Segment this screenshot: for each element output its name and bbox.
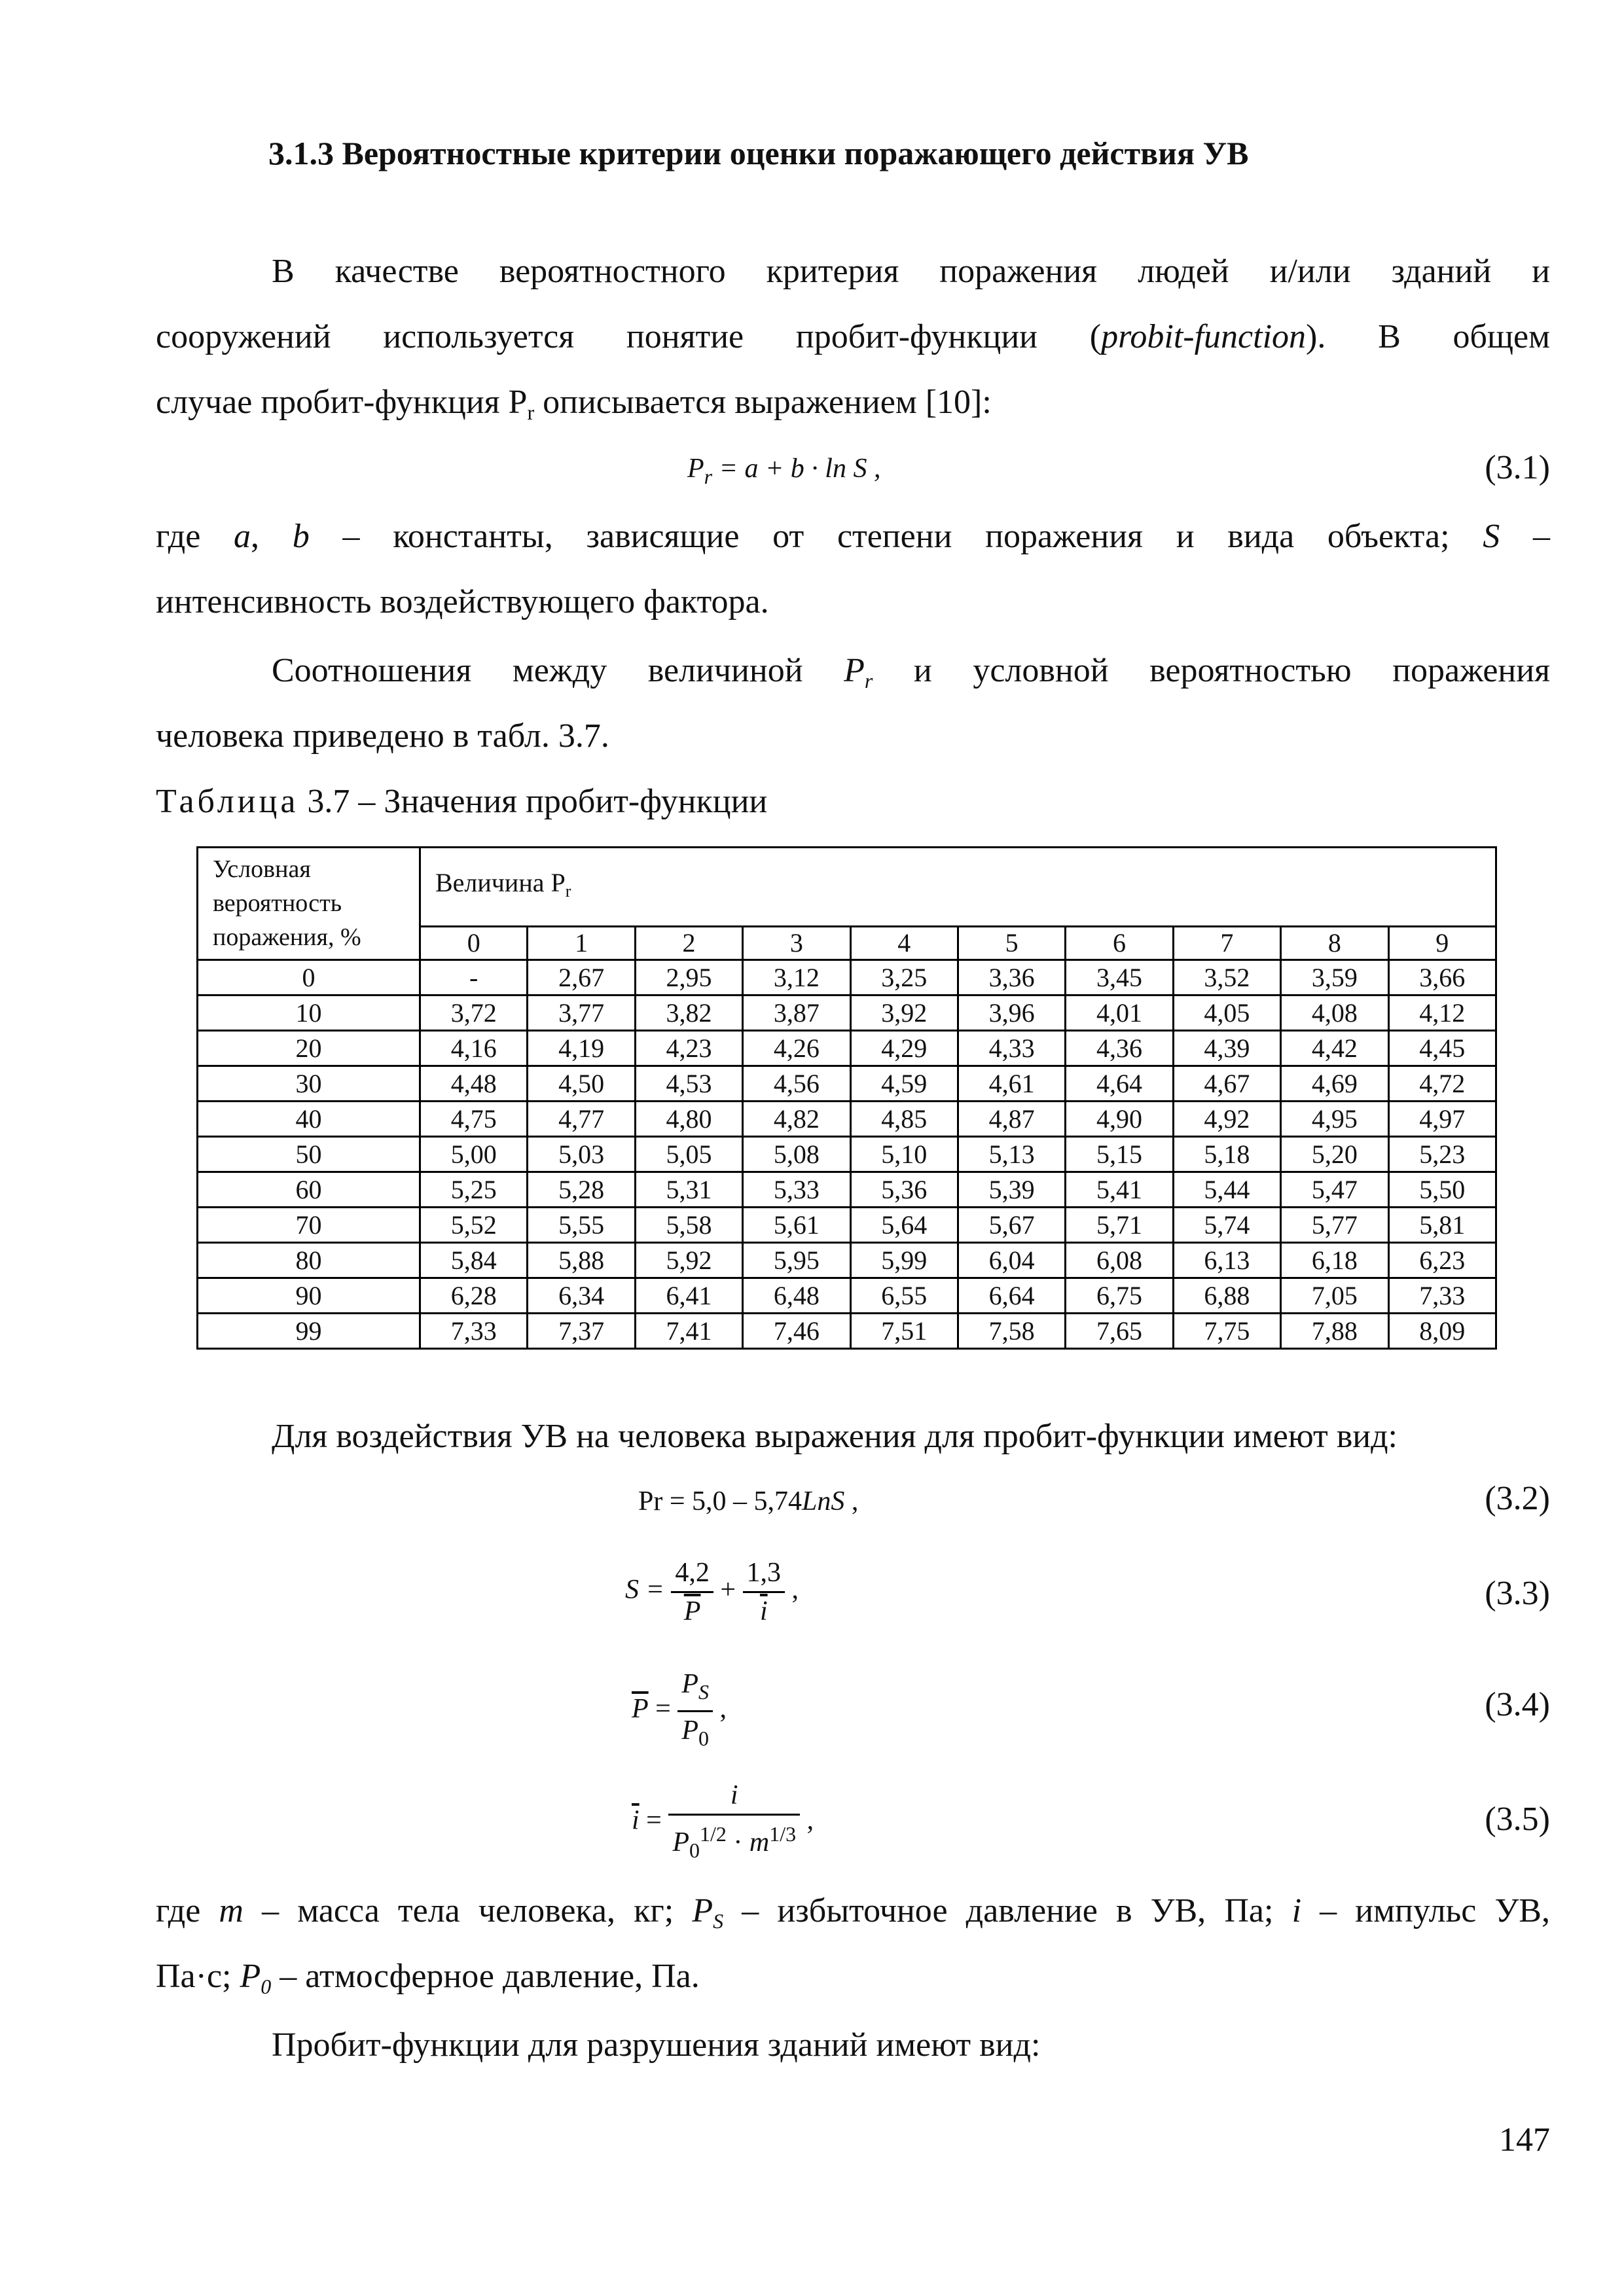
equation-3-4: $\overline{P}$ = $\frac{P_S}{P_0}$ , — [632, 1666, 727, 1757]
probit-value-cell: 5,61 — [743, 1208, 850, 1243]
column-index-cell: 6 — [1066, 927, 1173, 960]
equation-3-2: Pr = 5,0 – 5,74LnS , — [638, 1486, 859, 1516]
equation-3-1: $P_r = a + b \cdot \ln S$ , — [687, 454, 881, 488]
table-row — [198, 1102, 1496, 1137]
table-row — [198, 996, 1496, 1031]
probit-value-cell: 3,25 — [850, 960, 958, 996]
probit-value-cell: 4,36 — [1066, 1031, 1173, 1066]
probit-value-cell: 3,52 — [1173, 960, 1280, 996]
probit-value-cell: 5,92 — [635, 1243, 742, 1278]
probit-value-cell: 7,33 — [1388, 1278, 1496, 1314]
row-header-cell: Условная вероятность поражения, % — [198, 848, 420, 960]
probit-value-cell: 2,67 — [528, 960, 635, 996]
probit-value-cell: 7,05 — [1281, 1278, 1388, 1314]
probit-value-cell: 4,19 — [528, 1031, 635, 1066]
probit-value-cell: 5,47 — [1281, 1172, 1388, 1208]
probit-value-cell: 3,92 — [850, 996, 958, 1031]
probit-value-cell: 6,08 — [1066, 1243, 1173, 1278]
probit-value-cell: 5,88 — [528, 1243, 635, 1278]
probit-value-cell: 7,58 — [958, 1314, 1065, 1349]
probit-value-cell: 4,45 — [1388, 1031, 1496, 1066]
probit-value-cell: 4,97 — [1388, 1102, 1496, 1137]
para2-line2: интенсивность воздействующего фактора. — [156, 583, 769, 620]
probit-value-cell: 5,23 — [1388, 1137, 1496, 1172]
probit-value-cell: 4,80 — [635, 1102, 742, 1137]
probit-value-cell: 3,82 — [635, 996, 742, 1031]
equation-number-3-5: (3.5) — [1485, 1801, 1550, 1838]
probit-value-cell: 3,77 — [528, 996, 635, 1031]
probit-value-cell: 4,95 — [1281, 1102, 1388, 1137]
page-number: 147 — [1499, 2121, 1550, 2159]
probit-value-cell: 5,77 — [1281, 1208, 1388, 1243]
probit-value-cell: 4,77 — [528, 1102, 635, 1137]
probit-value-cell: 5,58 — [635, 1208, 742, 1243]
probit-value-cell: 5,44 — [1173, 1172, 1280, 1208]
probit-value-cell: 4,42 — [1281, 1031, 1388, 1066]
probit-value-cell: 7,37 — [528, 1314, 635, 1349]
probit-value-cell: 6,75 — [1066, 1278, 1173, 1314]
column-header-cell: Величина $P_r$ — [420, 848, 1496, 927]
probit-value-cell: 4,33 — [958, 1031, 1065, 1066]
equation-3-3: S = $\frac{4,2}{P}$ + $\frac{1,3}{i}$ , — [625, 1554, 799, 1630]
para5-line1: где m – масса тела человека, кг; $P_S$ – избыточное давление в УВ, Па; i – импульс УВ, — [156, 1892, 1550, 1933]
table-row — [198, 1031, 1496, 1066]
probit-value-cell: 7,41 — [635, 1314, 742, 1349]
column-index-cell: 3 — [743, 927, 850, 960]
probit-value-cell: 4,67 — [1173, 1066, 1280, 1102]
probit-value-cell: 4,48 — [420, 1066, 528, 1102]
probit-value-cell: 6,04 — [958, 1243, 1065, 1278]
probit-value-cell: 2,95 — [635, 960, 742, 996]
probit-value-cell: 5,99 — [850, 1243, 958, 1278]
probit-value-cell: 5,39 — [958, 1172, 1065, 1208]
probit-value-cell: 4,53 — [635, 1066, 742, 1102]
column-index-cell: 4 — [850, 927, 958, 960]
probit-value-cell: 5,67 — [958, 1208, 1065, 1243]
probit-value-cell: 3,66 — [1388, 960, 1496, 996]
probit-value-cell: 3,36 — [958, 960, 1065, 996]
probit-value-cell: 5,95 — [743, 1243, 850, 1278]
column-index-cell: 8 — [1281, 927, 1388, 960]
probit-value-cell: 4,64 — [1066, 1066, 1173, 1102]
probit-value-cell: 4,59 — [850, 1066, 958, 1102]
probit-value-cell: 3,96 — [958, 996, 1065, 1031]
probability-cell: 30 — [198, 1066, 420, 1102]
probit-value-cell: 4,90 — [1066, 1102, 1173, 1137]
probit-value-cell: 8,09 — [1388, 1314, 1496, 1349]
probit-value-cell: 6,18 — [1281, 1243, 1388, 1278]
para3-line2: человека приведено в табл. 3.7. — [156, 717, 609, 755]
probit-value-cell: 5,25 — [420, 1172, 528, 1208]
column-index-cell: 5 — [958, 927, 1065, 960]
probit-value-cell: 5,64 — [850, 1208, 958, 1243]
table-row — [198, 1137, 1496, 1172]
probit-value-cell: 3,12 — [743, 960, 850, 996]
probability-cell: 90 — [198, 1278, 420, 1314]
probit-value-cell: 6,28 — [420, 1278, 528, 1314]
probit-value-cell: 4,85 — [850, 1102, 958, 1137]
probit-value-cell: 6,55 — [850, 1278, 958, 1314]
probit-value-cell: 3,59 — [1281, 960, 1388, 996]
probit-value-cell: 4,23 — [635, 1031, 742, 1066]
probability-cell: 10 — [198, 996, 420, 1031]
probit-value-cell: 4,82 — [743, 1102, 850, 1137]
probit-value-cell: 4,16 — [420, 1031, 528, 1066]
probit-value-cell: 6,34 — [528, 1278, 635, 1314]
probit-value-cell: 4,61 — [958, 1066, 1065, 1102]
probit-value-cell: 6,88 — [1173, 1278, 1280, 1314]
probit-table — [196, 846, 1497, 1350]
probit-value-cell: 4,56 — [743, 1066, 850, 1102]
para1-line1: В качестве вероятностного критерия поражения людей и/или зданий и — [272, 253, 1550, 290]
probit-value-cell: 7,51 — [850, 1314, 958, 1349]
probit-value-cell: 4,12 — [1388, 996, 1496, 1031]
table-row — [198, 1314, 1496, 1349]
probability-cell: 99 — [198, 1314, 420, 1349]
probit-value-cell: 5,20 — [1281, 1137, 1388, 1172]
table-row — [198, 1243, 1496, 1278]
probit-value-cell: 5,18 — [1173, 1137, 1280, 1172]
para1-line3: случае пробит-функция $P_r$ описывается выражением [10]: — [156, 384, 992, 424]
para6: Пробит-функции для разрушения зданий имеют вид: — [272, 2026, 1041, 2064]
probit-value-cell: 5,36 — [850, 1172, 958, 1208]
probability-cell: 0 — [198, 960, 420, 996]
probability-cell: 50 — [198, 1137, 420, 1172]
probit-value-cell: 4,69 — [1281, 1066, 1388, 1102]
column-index-cell: 0 — [420, 927, 528, 960]
probability-cell: 60 — [198, 1172, 420, 1208]
column-index-cell: 7 — [1173, 927, 1280, 960]
table-row — [198, 1172, 1496, 1208]
para5-line2: Па·с; $P_0$ – атмосферное давление, Па. — [156, 1958, 700, 1998]
section-heading: 3.1.3 Вероятностные критерии оценки поражающего действия УВ — [268, 135, 1249, 171]
probit-value-cell: 4,08 — [1281, 996, 1388, 1031]
probit-value-cell: 5,84 — [420, 1243, 528, 1278]
probit-value-cell: 5,28 — [528, 1172, 635, 1208]
probit-value-cell: 6,13 — [1173, 1243, 1280, 1278]
equation-number-3-2: (3.2) — [1485, 1480, 1550, 1517]
probit-value-cell: 6,41 — [635, 1278, 742, 1314]
probability-cell: 20 — [198, 1031, 420, 1066]
table-row — [198, 1278, 1496, 1314]
column-index-cell: 2 — [635, 927, 742, 960]
probit-value-cell: 4,50 — [528, 1066, 635, 1102]
probit-value-cell: 5,05 — [635, 1137, 742, 1172]
table-row — [198, 1208, 1496, 1243]
probit-value-cell: 5,71 — [1066, 1208, 1173, 1243]
probit-value-cell: 3,87 — [743, 996, 850, 1031]
para1-line2: сооружений используется понятие пробит-функции (probit-function). В общем — [156, 318, 1551, 355]
probit-value-cell: 5,15 — [1066, 1137, 1173, 1172]
probit-value-cell: 7,46 — [743, 1314, 850, 1349]
para4: Для воздействия УВ на человека выражения для пробит-функции имеют вид: — [272, 1418, 1398, 1455]
probit-value-cell: 4,01 — [1066, 996, 1173, 1031]
probit-value-cell: 5,55 — [528, 1208, 635, 1243]
equation-number-3-3: (3.3) — [1485, 1575, 1550, 1612]
probability-cell: 80 — [198, 1243, 420, 1278]
probit-value-cell: 4,26 — [743, 1031, 850, 1066]
probability-cell: 40 — [198, 1102, 420, 1137]
probit-value-cell: 4,05 — [1173, 996, 1280, 1031]
equation-number-3-1: (3.1) — [1485, 449, 1550, 486]
table-row — [198, 1066, 1496, 1102]
probit-value-cell: 4,92 — [1173, 1102, 1280, 1137]
probit-value-cell: - — [420, 960, 528, 996]
probit-value-cell: 4,72 — [1388, 1066, 1496, 1102]
probit-value-cell: 5,08 — [743, 1137, 850, 1172]
table-row — [198, 960, 1496, 996]
probit-value-cell: 3,45 — [1066, 960, 1173, 996]
probit-value-cell: 5,13 — [958, 1137, 1065, 1172]
probit-value-cell: 7,33 — [420, 1314, 528, 1349]
probit-value-cell: 5,81 — [1388, 1208, 1496, 1243]
equation-number-3-4: (3.4) — [1485, 1686, 1550, 1723]
probit-value-cell: 6,23 — [1388, 1243, 1496, 1278]
probit-value-cell: 7,88 — [1281, 1314, 1388, 1349]
para3-line1: Соотношения между величиной $P_r$ и условной вероятностью поражения — [272, 652, 1551, 692]
column-index-cell: 1 — [528, 927, 635, 960]
probit-value-cell: 6,48 — [743, 1278, 850, 1314]
probit-value-cell: 5,10 — [850, 1137, 958, 1172]
column-index-cell: 9 — [1388, 927, 1496, 960]
probit-value-cell: 4,29 — [850, 1031, 958, 1066]
probit-value-cell: 5,03 — [528, 1137, 635, 1172]
para2-line1: где a, b – константы, зависящие от степени поражения и вида объекта; S – — [156, 518, 1551, 555]
probit-value-cell: 5,33 — [743, 1172, 850, 1208]
probit-value-cell: 7,65 — [1066, 1314, 1173, 1349]
probit-value-cell: 5,52 — [420, 1208, 528, 1243]
probit-value-cell: 7,75 — [1173, 1314, 1280, 1349]
probit-value-cell: 3,72 — [420, 996, 528, 1031]
table-caption: Таблица 3.7 – Значения пробит-функции — [156, 783, 768, 820]
probit-value-cell: 5,31 — [635, 1172, 742, 1208]
probit-value-cell: 5,41 — [1066, 1172, 1173, 1208]
probit-value-cell: 4,87 — [958, 1102, 1065, 1137]
probit-value-cell: 5,74 — [1173, 1208, 1280, 1243]
probit-value-cell: 4,75 — [420, 1102, 528, 1137]
probit-value-cell: 4,39 — [1173, 1031, 1280, 1066]
equation-3-5: $\overline{i}$ = $\frac{i}{P_0^{1/2} \cdot m^{1/3}}$ , — [632, 1777, 814, 1869]
probit-value-cell: 6,64 — [958, 1278, 1065, 1314]
probit-value-cell: 5,50 — [1388, 1172, 1496, 1208]
probit-value-cell: 5,00 — [420, 1137, 528, 1172]
probability-cell: 70 — [198, 1208, 420, 1243]
